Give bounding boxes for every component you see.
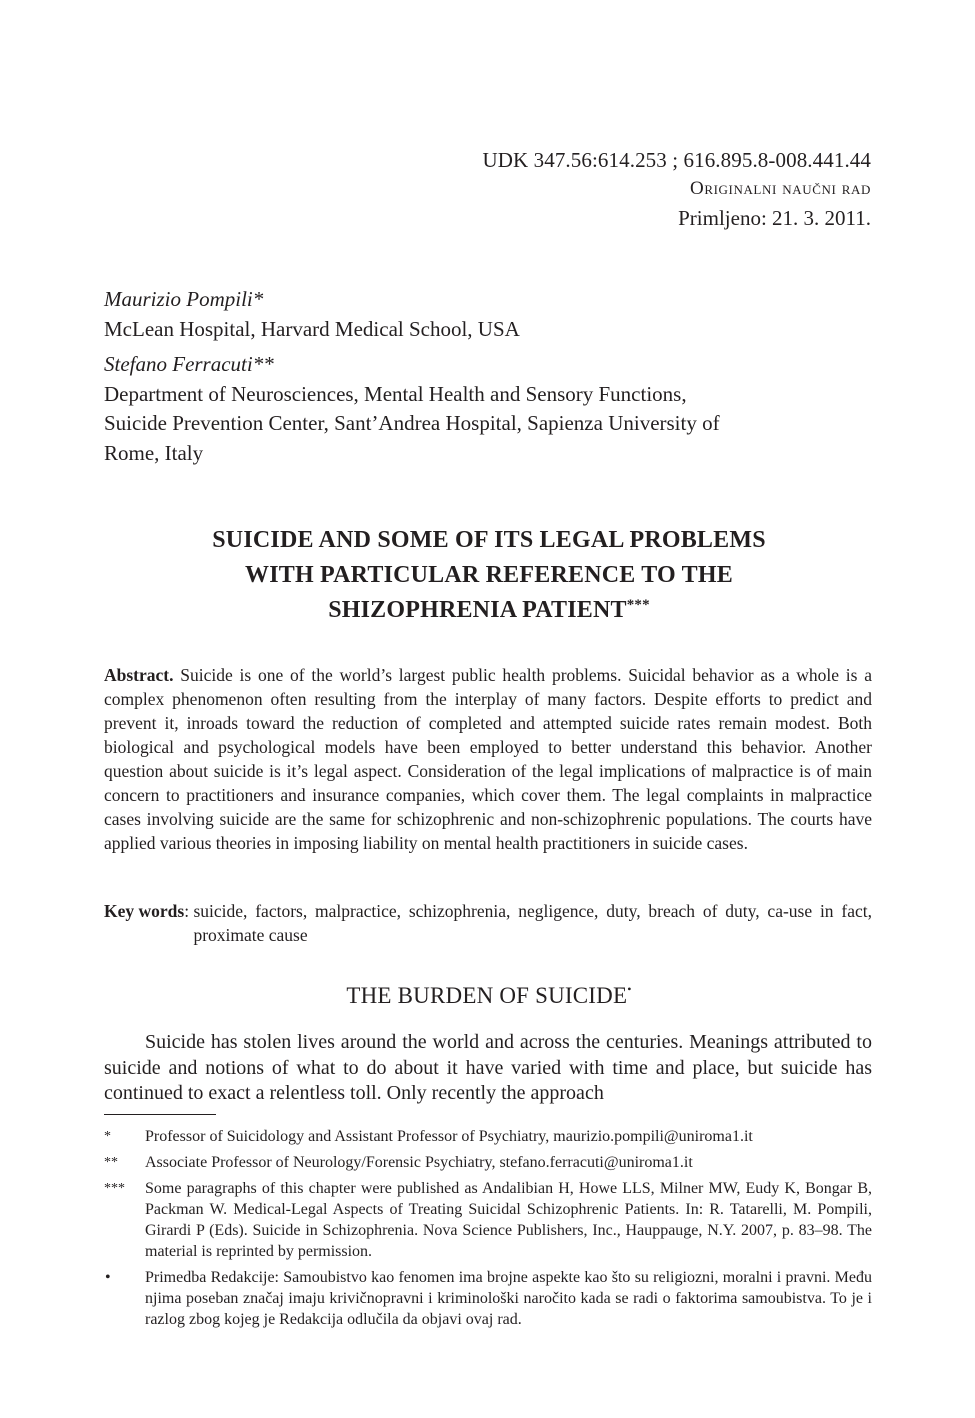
author-affiliation: Rome, Italy (104, 440, 204, 465)
author-entry (104, 285, 874, 344)
footnote-mark: * (104, 1129, 111, 1144)
abstract-text: Suicide is one of the world’s largest public health problems. Suicidal behavior as a whole is a complex phenomenon often resulting from the interplay of many factors. Despite efforts to predict and prevent it, inroads toward the reduction of completed and attempted suicide rates remain modest. Both biological and psychological models have been employed to better understand this behavior. Another question about suicide is it’s legal aspect. Consideration of the legal implications of malpractice is of main concern to practitioners and insurance companies, which cover them. The legal complaints in malpractice cases involving suicide are the same for schizophrenic and non-schizophrenic populations. The courts have applied various theories in imposing liability on mental health practitioners in suicide cases. (104, 665, 873, 853)
title-line: SUICIDE AND SOME OF ITS LEGAL PROBLEMS (212, 527, 766, 553)
keywords-separator: : (184, 901, 194, 921)
body-paragraph: Suicide has stolen lives around the world and across the centuries. Meanings attributed to suicide and notions of what to do about it have varied with time and place, but suicide has continued to exact a relentless toll. Only recently the approach (104, 1031, 872, 1104)
author-name: Maurizio Pompili* (104, 287, 264, 311)
footnote-text: Professor of Suicidology and Assistant Professor of Psychiatry, maurizio.pompili@uniroma1.it (145, 1128, 753, 1145)
author-entry (104, 350, 874, 468)
paper-title (104, 523, 874, 628)
udk-classification: UDK 347.56:614.253 ; 616.895.8-008.441.44 (482, 148, 871, 172)
footnote-text: Some paragraphs of this chapter were published as Andalibian H, Howe LLS, Milner MW, Eudy K, Bongar B, Packman W. Medical-Legal Aspects of Treating Suicidal Schizophrenic Patients. In: R. Tatarelli, M. Pompili, Girardi P (Eds). Suicide in Schizophrenia. Nova Science Publishers, Inc., Hauppauge, N.Y. 2007, p. 83–98. The material is reprinted by permission. (145, 1180, 872, 1260)
footnote-mark: *** (104, 1181, 125, 1196)
abstract (104, 663, 872, 855)
footnote (104, 1152, 872, 1173)
footnote (104, 1178, 872, 1262)
title-line-text: SHIZOPHRENIA PATIENT (328, 597, 627, 623)
author-name: Stefano Ferracuti** (104, 352, 274, 376)
footnote-text: Primedba Redakcije: Samoubistvo kao fenomen ima brojne aspekte kao što su religiozni, moralni i pravni. Među njima poseban značaj imaju krivičnopravni i kriminološki naročito kada se radi o faktorima samoubistva. To je i razlog zbog kojeg je Redakcija odlučila da objavi ovaj rad. (145, 1269, 872, 1328)
received-date: Primljeno: 21. 3. 2011. (678, 206, 871, 230)
article-metadata (482, 145, 871, 234)
footnote (104, 1267, 872, 1330)
section-footnote-mark: • (627, 982, 632, 996)
section-heading (104, 981, 874, 1011)
title-footnote-mark: *** (626, 597, 650, 613)
title-line: WITH PARTICULAR REFERENCE TO THE (245, 562, 733, 588)
section-heading-text: THE BURDEN OF SUICIDE (346, 983, 628, 1008)
keywords-values: suicide, factors, malpractice, schizophrenia, negligence, duty, breach of duty, ca-use in fact, proximate cause (193, 901, 872, 945)
author-affiliation: Department of Neurosciences, Mental Health and Sensory Functions, (104, 381, 687, 406)
abstract-label: Abstract. (104, 665, 174, 685)
title-line (104, 593, 874, 628)
footnote-divider (104, 1114, 216, 1115)
authors-section (104, 285, 874, 474)
author-affiliation: Suicide Prevention Center, Sant’Andrea Hospital, Sapienza University of (104, 411, 720, 435)
keywords (104, 899, 872, 947)
author-affiliation: McLean Hospital, Harvard Medical School, USA (104, 316, 520, 341)
keywords-label: Key words (104, 901, 185, 921)
footnote-text: Associate Professor of Neurology/Forensic Psychiatry, stefano.ferracuti@uniroma1.it (145, 1154, 693, 1171)
article-type: Originalni naučni rad (690, 178, 871, 199)
footnotes (104, 1126, 872, 1335)
footnote-bullet-icon: • (105, 1269, 111, 1286)
footnote-mark: ** (104, 1155, 118, 1170)
footnote (104, 1126, 872, 1147)
